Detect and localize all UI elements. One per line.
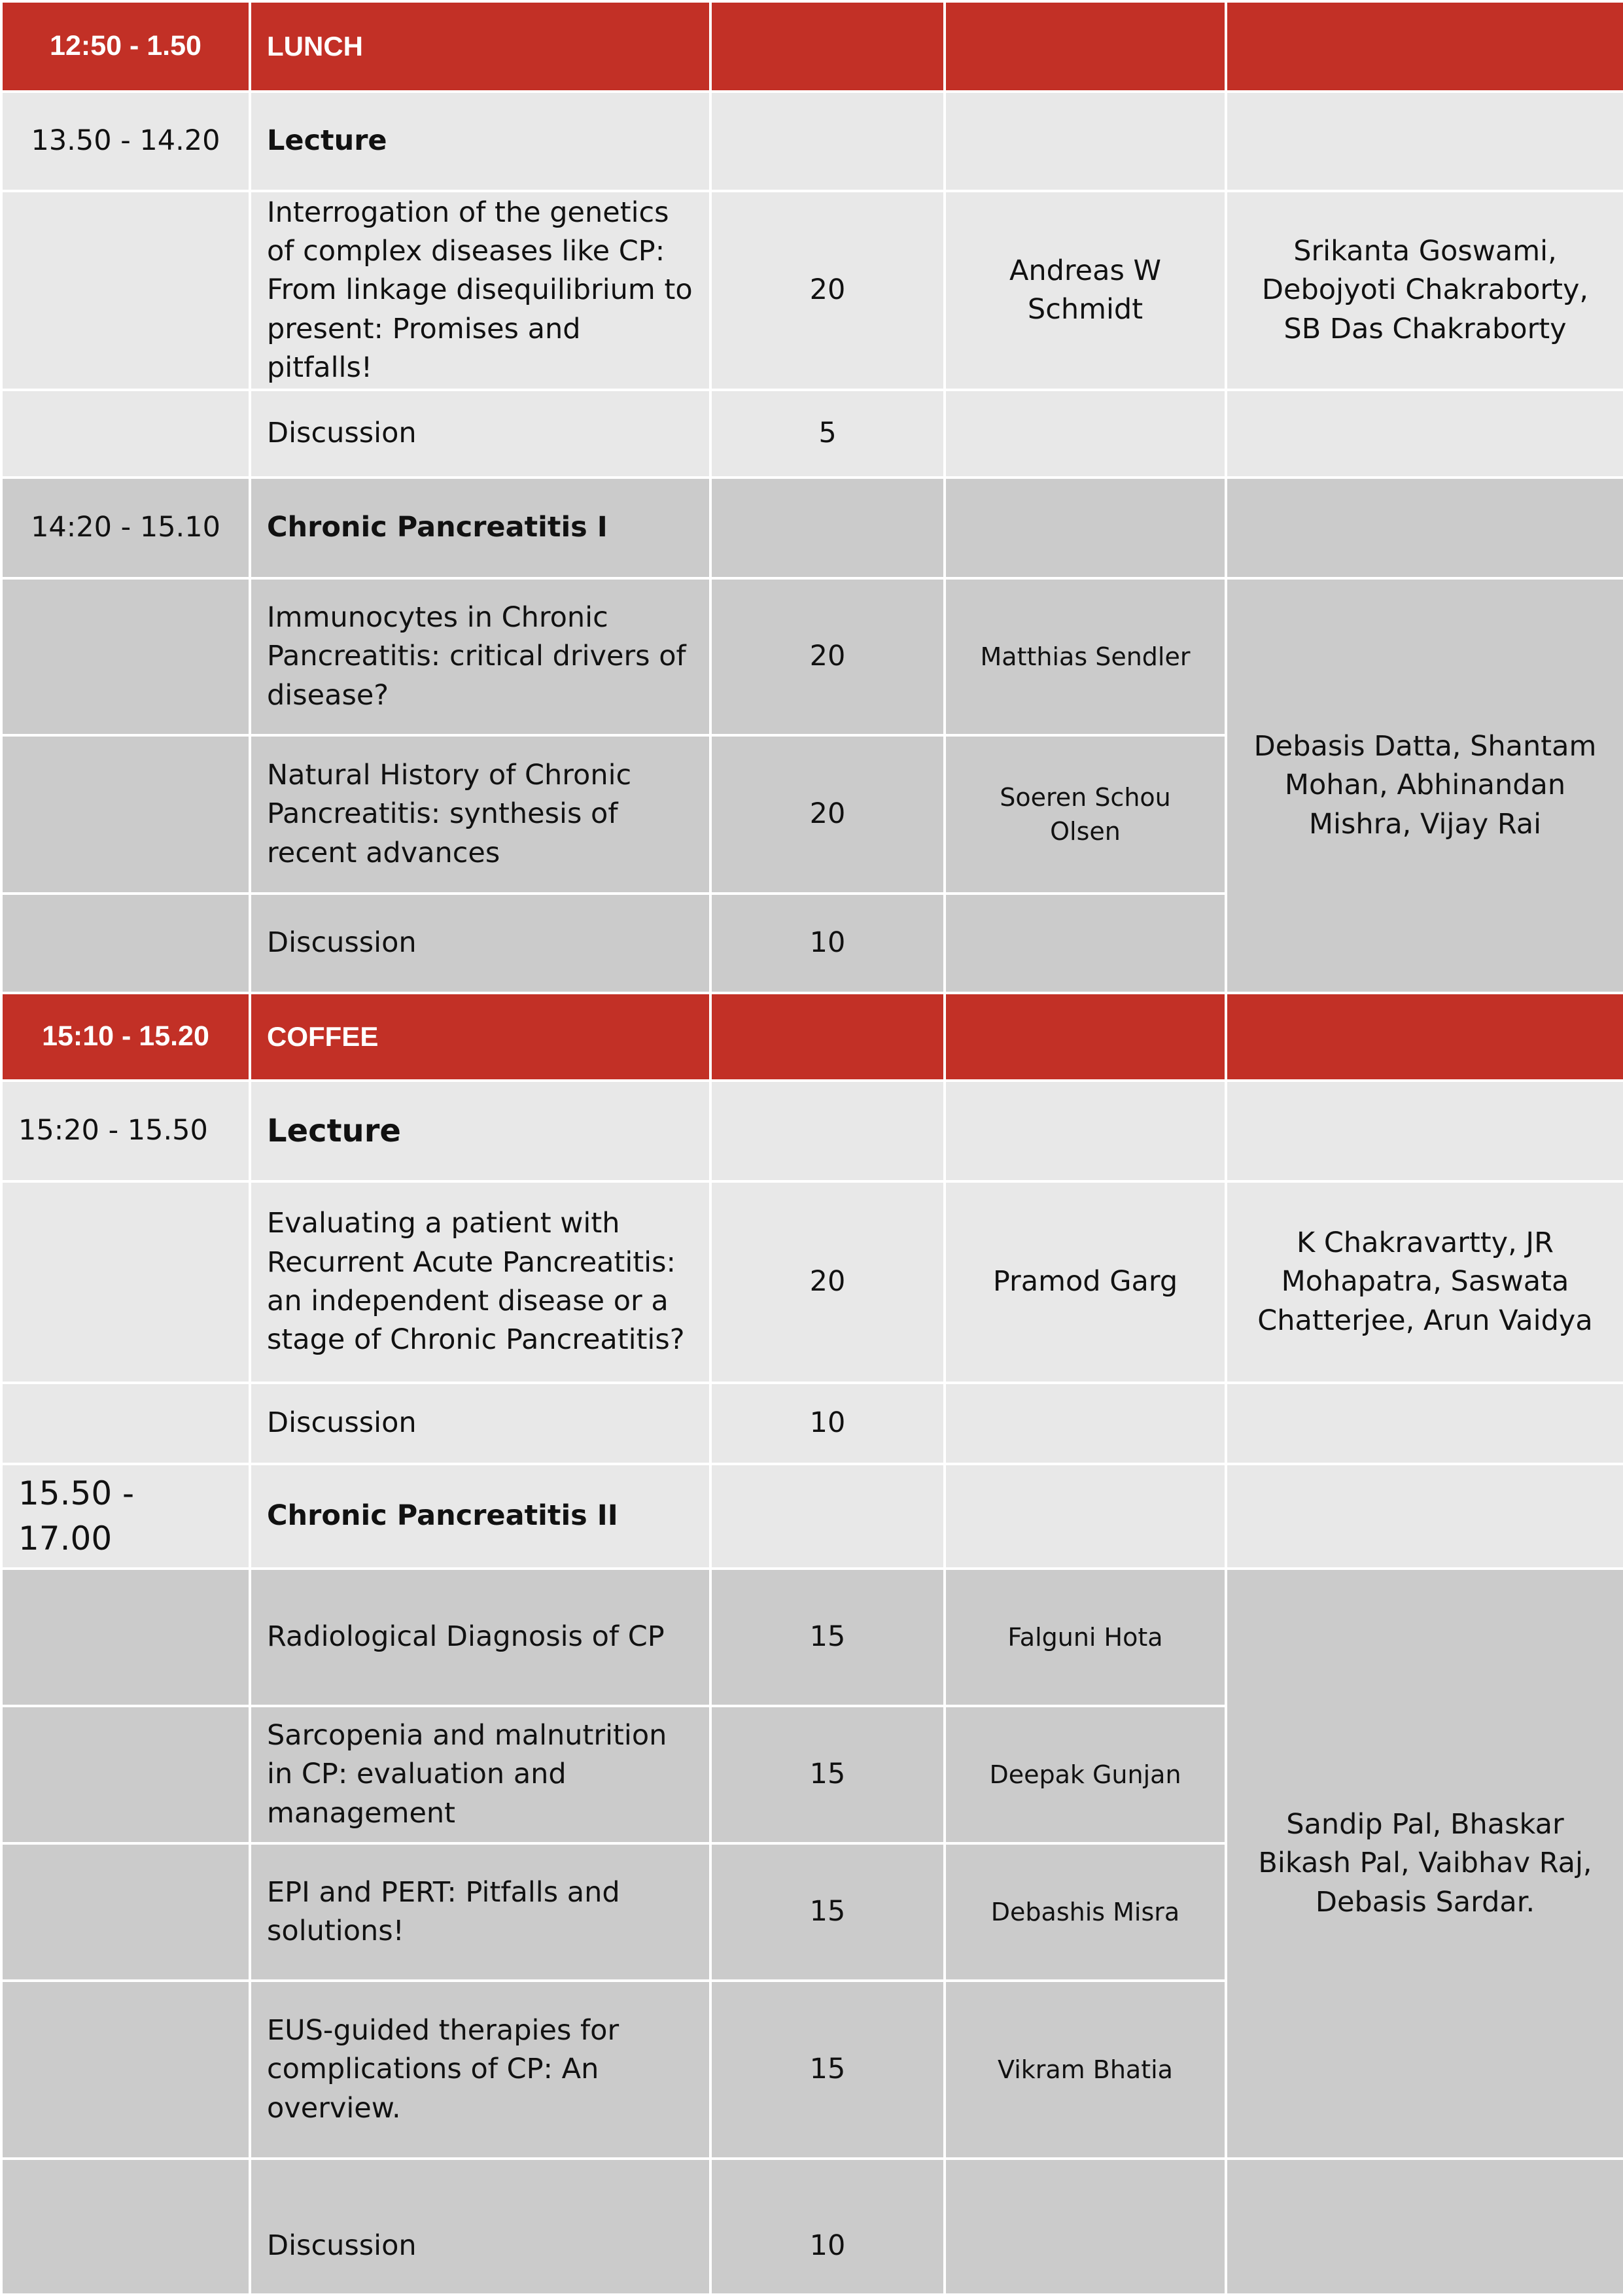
session-chairs: K Chakravartty, JR Mohapatra, Saswata Chatterjee, Arun Vaidya [1226, 1181, 1623, 1383]
talk-duration: 15 [710, 1843, 945, 1981]
talk-title: Evaluating a patient with Recurrent Acute Pancreatitis: an independent disease or a stage of Chronic Pancreatitis? [250, 1181, 710, 1383]
talk-duration: 10 [710, 1383, 945, 1464]
talk-row [1, 1383, 1623, 1464]
session-time: 14:20 - 15.10 [1, 478, 250, 578]
talk-duration: 10 [710, 894, 945, 993]
talk-duration: 20 [710, 578, 945, 735]
talk-speaker: Pramod Garg [945, 1181, 1226, 1383]
session-header-row [1, 1081, 1623, 1181]
talk-speaker: Matthias Sendler [945, 578, 1226, 735]
talk-title: Immunocytes in Chronic Pancreatitis: critical drivers of disease? [250, 578, 710, 735]
talk-speaker: Soeren Schou Olsen [945, 735, 1226, 894]
talk-speaker: Vikram Bhatia [945, 1981, 1226, 2159]
break-time: 12:50 - 1.50 [1, 1, 250, 92]
talk-duration: 20 [710, 1181, 945, 1383]
talk-duration: 10 [710, 2159, 945, 2295]
session-time: 15.50 - 17.00 [1, 1464, 250, 1569]
talk-duration: 15 [710, 1981, 945, 2159]
talk-row [1, 1181, 1623, 1383]
session-time: 15:20 - 15.50 [1, 1081, 250, 1181]
break-row-coffee [1, 993, 1623, 1081]
break-time: 15:10 - 15.20 [1, 993, 250, 1081]
session-title: Lecture [250, 92, 710, 191]
session-header-row [1, 478, 1623, 578]
break-row-lunch [1, 1, 1623, 92]
talk-duration: 20 [710, 191, 945, 390]
talk-speaker: Debashis Misra [945, 1843, 1226, 1981]
talk-row [1, 2159, 1623, 2295]
talk-title: Radiological Diagnosis of CP [250, 1569, 710, 1706]
talk-row [1, 191, 1623, 390]
talk-speaker: Deepak Gunjan [945, 1706, 1226, 1843]
session-title: Lecture [250, 1081, 710, 1181]
talk-duration: 15 [710, 1706, 945, 1843]
talk-title: EUS-guided therapies for complications of CP: An overview. [250, 1981, 710, 2159]
talk-title: EPI and PERT: Pitfalls and solutions! [250, 1843, 710, 1981]
talk-duration: 15 [710, 1569, 945, 1706]
break-label: LUNCH [250, 1, 710, 92]
talk-duration: 5 [710, 390, 945, 478]
talk-speaker: Andreas W Schmidt [945, 191, 1226, 390]
session-title: Chronic Pancreatitis II [250, 1464, 710, 1569]
session-chairs: Debasis Datta, Shantam Mohan, Abhinandan Mishra, Vijay Rai [1226, 578, 1623, 993]
session-title: Chronic Pancreatitis I [250, 478, 710, 578]
talk-title: Natural History of Chronic Pancreatitis: synthesis of recent advances [250, 735, 710, 894]
talk-speaker: Falguni Hota [945, 1569, 1226, 1706]
talk-title: Interrogation of the genetics of complex diseases like CP: From linkage disequilibrium to present: Promises and pitfalls! [250, 191, 710, 390]
break-label: COFFEE [250, 993, 710, 1081]
talk-duration: 20 [710, 735, 945, 894]
session-time: 13.50 - 14.20 [1, 92, 250, 191]
talk-row [1, 390, 1623, 478]
talk-row [1, 1569, 1623, 1706]
talk-title: Discussion [250, 894, 710, 993]
talk-title: Sarcopenia and malnutrition in CP: evaluation and management [250, 1706, 710, 1843]
talk-title: Discussion [250, 390, 710, 478]
talk-row [1, 578, 1623, 735]
session-header-row [1, 92, 1623, 191]
talk-title: Discussion [250, 1383, 710, 1464]
session-chairs: Srikanta Goswami, Debojyoti Chakraborty, SB Das Chakraborty [1226, 191, 1623, 390]
session-chairs: Sandip Pal, Bhaskar Bikash Pal, Vaibhav Raj, Debasis Sardar. [1226, 1569, 1623, 2159]
session-header-row [1, 1464, 1623, 1569]
talk-title: Discussion [250, 2159, 710, 2295]
